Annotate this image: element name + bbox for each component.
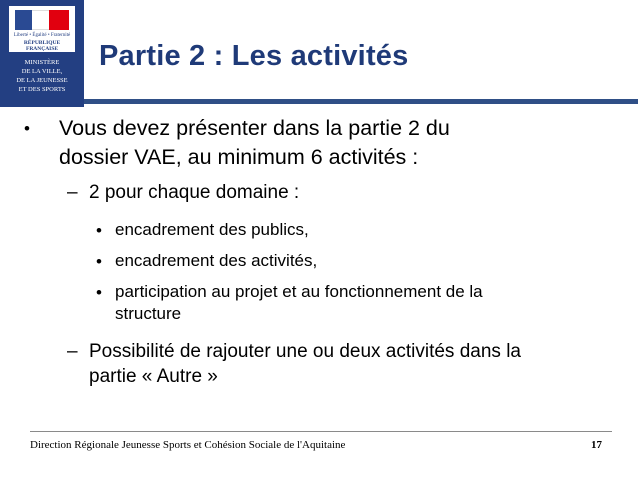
bullet-marker: • [24, 119, 30, 138]
republic-emblem [9, 6, 75, 52]
flag-red-band [49, 10, 69, 30]
sub-bullet-text: Possibilité de rajouter une ou deux activités dans la [89, 341, 521, 362]
bullet-marker: • [96, 221, 102, 240]
bullet-text: Vous devez présenter dans la partie 2 du [59, 116, 450, 140]
sub-bullet-text: 2 pour chaque domaine : [89, 182, 300, 203]
ministry-logo [0, 0, 84, 107]
page-number: 17 [591, 439, 602, 451]
bullet-marker: • [96, 283, 102, 302]
dash-marker: – [67, 341, 78, 362]
republic-motto: Liberté • Égalité • Fraternité [13, 33, 71, 38]
flag-blue-band [15, 10, 32, 30]
ministry-line: ET DES SPORTS [18, 86, 66, 93]
footer-organization: Direction Régionale Jeunesse Sports et Cohésion Sociale de l'Aquitaine [30, 439, 346, 451]
ministry-line: DE LA VILLE, [21, 68, 63, 75]
ministry-line: DE LA JEUNESSE [16, 77, 68, 84]
list-item-continued: structure [115, 304, 182, 323]
list-item: encadrement des publics, [115, 220, 309, 239]
dash-marker: – [67, 182, 78, 203]
list-item: participation au projet et au fonctionnement de la [115, 282, 483, 301]
flag-white-band [32, 10, 49, 30]
sub-bullet-text: partie « Autre » [89, 366, 218, 387]
republic-name: RÉPUBLIQUE FRANÇAISE [23, 40, 61, 52]
slide-title: Partie 2 : Les activités [99, 40, 409, 72]
bullet-marker: • [96, 252, 102, 271]
bullet-text: dossier VAE, au minimum 6 activités : [59, 145, 419, 169]
ministry-line: MINISTÈRE [24, 59, 60, 66]
footer-divider [30, 431, 612, 432]
list-item: encadrement des activités, [115, 251, 318, 270]
title-divider [84, 99, 638, 104]
ministry-name [0, 58, 84, 94]
